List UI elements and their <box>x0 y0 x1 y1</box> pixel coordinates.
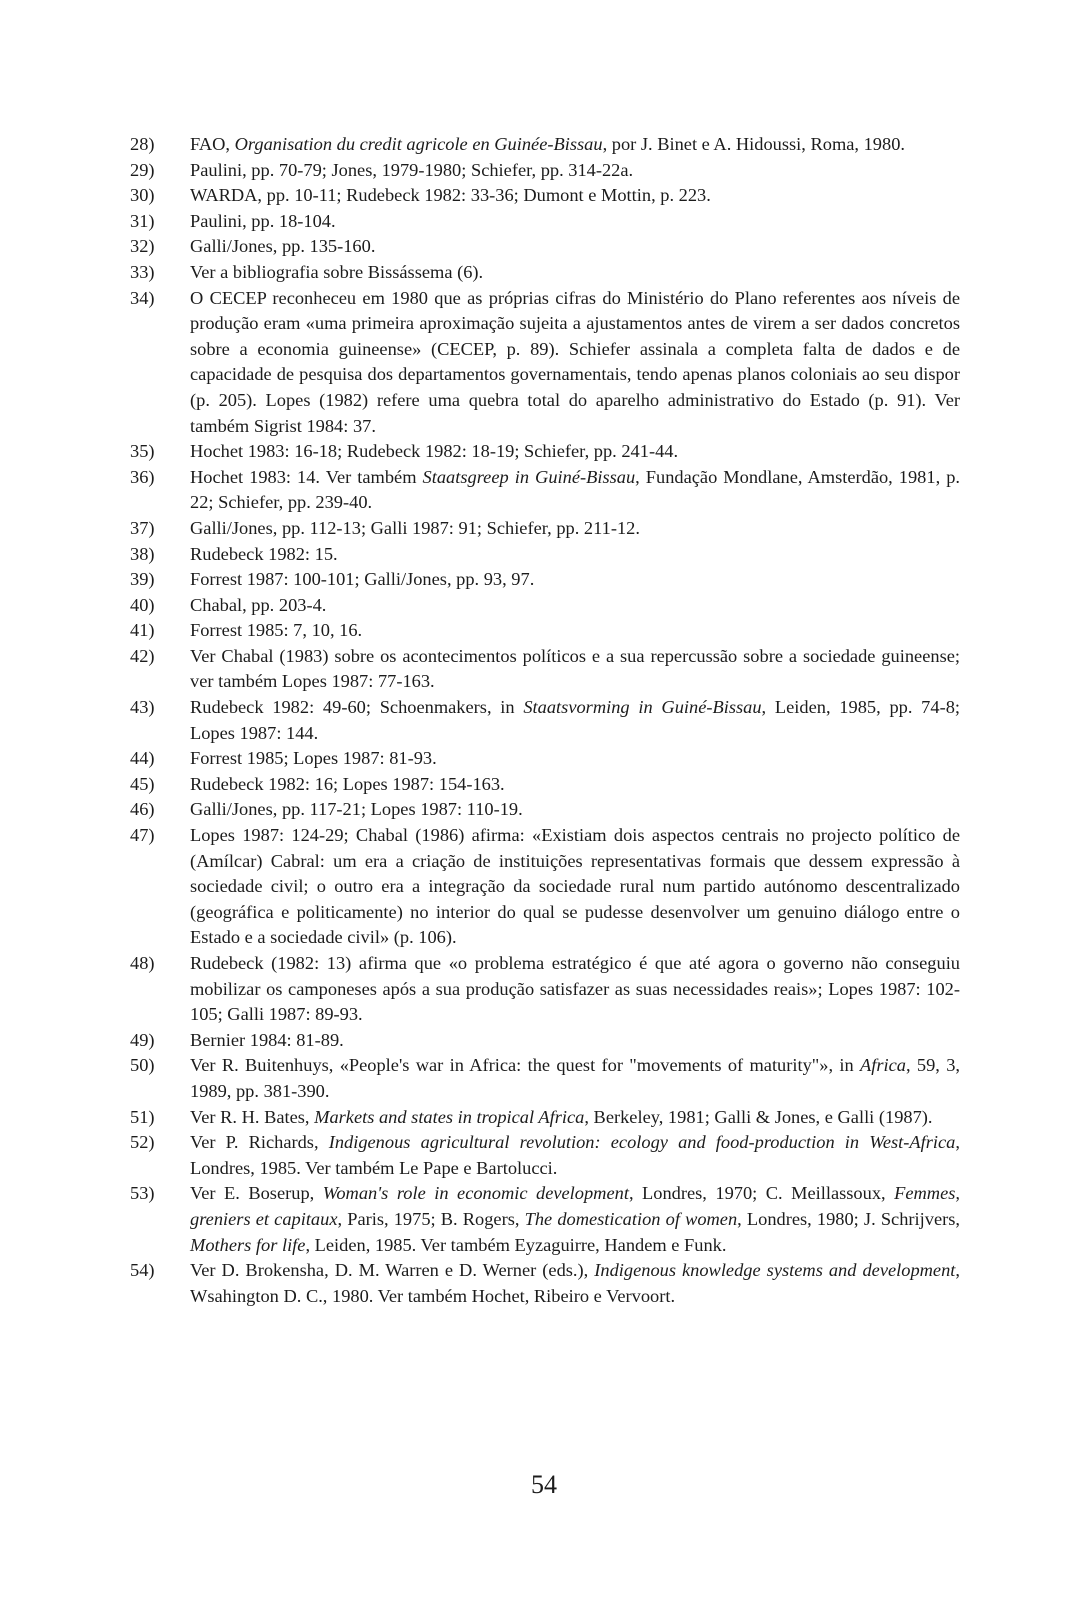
endnote-number: 40) <box>130 594 155 615</box>
endnote-item <box>130 746 960 772</box>
endnote-text <box>190 234 960 260</box>
endnote-text <box>190 465 960 516</box>
endnote-item <box>130 772 960 798</box>
endnotes-list <box>130 132 960 1309</box>
endnote-number: 54) <box>130 1260 155 1281</box>
endnote-text <box>190 567 960 593</box>
endnote-title-italic: Indigenous agricultural revolution: ecology and food-production in West-Africa <box>328 1132 956 1153</box>
endnote-text-segment: , Paris, 1975; B. Rogers, <box>337 1208 525 1229</box>
endnote-text <box>190 1053 960 1104</box>
endnote-title-italic: Staatsgreep in Guiné-Bissau <box>422 466 636 487</box>
endnote-text <box>190 209 960 235</box>
endnote-text-segment: , Leiden, 1985. Ver também Eyzaguirre, Handem e Funk. <box>305 1234 727 1255</box>
endnote-text <box>190 1130 960 1181</box>
endnote-number: 31) <box>130 210 155 231</box>
endnote-title-italic: Africa <box>860 1055 906 1076</box>
endnote-title-italic: Mothers for life <box>190 1234 306 1255</box>
endnote-item <box>130 644 960 695</box>
endnote-text <box>190 183 960 209</box>
endnote-number: 48) <box>130 953 155 973</box>
endnote-number: 44) <box>130 748 155 769</box>
endnote-text-segment: Rudebeck (1982: 13) afirma que «o problema estratégico é que até agora o governo não conseguiu mobilizar os camponeses após a sua produção satisfazer as suas necessidades reais»; Lopes 1987: 102-105; Galli 1987: 89-93. <box>190 953 960 1025</box>
endnote-number: 33) <box>130 261 155 282</box>
endnote-item <box>130 209 960 235</box>
endnote-text-segment: Ver Chabal (1983) sobre os acontecimentos políticos e a sua repercussão sobre a sociedade guineense; ver também Lopes 1987: 77-163. <box>190 645 960 692</box>
endnote-item <box>130 516 960 542</box>
endnote-text <box>190 823 960 951</box>
endnote-text-segment: Chabal, pp. 203-4. <box>190 594 327 615</box>
endnote-text <box>190 1028 960 1054</box>
endnote-item <box>130 183 960 209</box>
endnote-text-segment: Ver P. Richards, <box>190 1132 329 1153</box>
endnote-text-segment: WARDA, pp. 10-11; Rudebeck 1982: 33-36; Dumont e Mottin, p. 223. <box>190 185 711 206</box>
endnote-text <box>190 1181 960 1258</box>
endnote-text-segment: Galli/Jones, pp. 117-21; Lopes 1987: 110-19. <box>190 799 523 820</box>
endnote-text <box>190 516 960 542</box>
endnote-item <box>130 1181 960 1258</box>
endnote-item <box>130 951 960 1028</box>
endnote-number: 46) <box>130 799 155 820</box>
endnote-title-italic: Woman's role in economic development <box>322 1183 629 1204</box>
endnote-item <box>130 593 960 619</box>
endnote-title-italic: The domestication of women <box>524 1208 738 1229</box>
endnote-text <box>190 542 960 568</box>
endnote-text <box>190 1258 960 1309</box>
endnote-number: 28) <box>130 134 155 154</box>
endnote-number: 29) <box>130 159 155 180</box>
endnote-text-segment: Bernier 1984: 81-89. <box>190 1029 344 1050</box>
endnote-text-segment: , Londres, 1980; J. Schrijvers, <box>737 1208 960 1229</box>
endnote-text-segment: O CECEP reconheceu em 1980 que as próprias cifras do Ministério do Plano referentes aos níveis de produção eram «uma primeira aproximação sujeita a ajustamentos antes de virem a ser dados concretos sobre a economia guineense» (CECEP, p. 89). Schiefer assinala a completa falta de dados e de capacidade de pesquisa dos departamentos governamentais, tendo apenas planos coloniais ao seu dispor (p. 205). Lopes (1982) refere uma quebra total do aparelho administrativo do Estado (p. 91). Ver também Sigrist 1984: 37. <box>190 287 960 436</box>
endnote-text-segment: FAO, <box>190 134 235 154</box>
endnote-number: 35) <box>130 441 155 462</box>
endnote-text <box>190 746 960 772</box>
endnote-text-segment: , Fundação Mondlane, Amsterdão, 1981, p. 22; Schiefer, pp. 239-40. <box>190 466 960 513</box>
endnote-item <box>130 132 960 158</box>
endnote-text <box>190 772 960 798</box>
endnote-text-segment: Ver a bibliografia sobre Bissássema (6). <box>190 261 484 282</box>
endnote-number: 38) <box>130 543 155 564</box>
endnote-item <box>130 1028 960 1054</box>
endnote-text-segment: Forrest 1987: 100-101; Galli/Jones, pp. 93, 97. <box>190 569 535 590</box>
endnote-item <box>130 234 960 260</box>
endnote-title-italic: Staatsvorming in Guiné-Bissau <box>523 697 762 718</box>
endnote-text <box>190 158 960 184</box>
endnote-number: 47) <box>130 825 155 846</box>
endnote-text-segment: , 59, 3, 1989, pp. 381-390. <box>190 1055 960 1101</box>
endnote-text <box>190 618 960 644</box>
endnote-text <box>190 797 960 823</box>
endnote-text-segment: Rudebeck 1982: 16; Lopes 1987: 154-163. <box>190 773 505 794</box>
endnote-item <box>130 567 960 593</box>
endnote-item <box>130 286 960 440</box>
endnote-text <box>190 286 960 440</box>
endnote-number: 50) <box>130 1055 155 1076</box>
endnote-text-segment: Ver E. Boserup, <box>190 1183 323 1204</box>
endnote-title-italic: Markets and states in tropical Africa <box>314 1106 585 1127</box>
endnote-number: 37) <box>130 517 155 538</box>
endnote-text <box>190 1105 960 1131</box>
endnote-item <box>130 1130 960 1181</box>
endnote-item <box>130 797 960 823</box>
endnote-item <box>130 1258 960 1309</box>
endnote-text-segment: Rudebeck 1982: 49-60; Schoenmakers, in <box>190 697 524 718</box>
endnote-item <box>130 465 960 516</box>
endnote-text-segment: , por J. Binet e A. Hidoussi, Roma, 1980. <box>602 134 905 154</box>
endnote-number: 30) <box>130 185 155 206</box>
endnote-text-segment: Paulini, pp. 70-79; Jones, 1979-1980; Schiefer, pp. 314-22a. <box>190 159 634 180</box>
endnote-item <box>130 158 960 184</box>
endnote-item <box>130 260 960 286</box>
endnote-number: 32) <box>130 236 155 257</box>
endnote-title-italic: Femmes, greniers et capitaux <box>190 1183 960 1229</box>
endnote-title-italic: Organisation du credit agricole en Guinée-Bissau <box>234 134 603 154</box>
endnote-text-segment: Ver R. H. Bates, <box>190 1106 315 1127</box>
page-number: 54 <box>531 1470 557 1499</box>
endnote-text-segment: , Wsahington D. C., 1980. Ver também Hochet, Ribeiro e Vervoort. <box>190 1260 961 1306</box>
endnote-item <box>130 1053 960 1104</box>
endnote-number: 51) <box>130 1106 155 1127</box>
endnote-number: 42) <box>130 645 155 666</box>
endnote-item <box>130 618 960 644</box>
endnote-number: 41) <box>130 620 155 641</box>
endnote-number: 39) <box>130 569 155 590</box>
endnote-text-segment: Galli/Jones, pp. 135-160. <box>190 236 376 257</box>
endnote-item <box>130 823 960 951</box>
endnote-text <box>190 132 960 158</box>
endnote-text-segment: Ver R. Buitenhuys, «People's war in Africa: the quest for "movements of maturity"», in <box>190 1055 861 1076</box>
endnote-number: 45) <box>130 773 155 794</box>
endnote-number: 43) <box>130 697 155 718</box>
endnote-text <box>190 439 960 465</box>
endnote-number: 49) <box>130 1029 155 1050</box>
endnote-text-segment: , Londres, 1985. Ver também Le Pape e Bartolucci. <box>190 1132 960 1178</box>
endnote-text-segment: Lopes 1987: 124-29; Chabal (1986) afirma: «Existiam dois aspectos centrais no projecto político de (Amílcar) Cabral: um era a criação de instituições representativas formais que dessem expressão à sociedade civil; o outro era a integração da sociedade rural num partido autónomo descentralizado (geográfica e politicamente) no interior do qual se pudesse desenvolver um genuino diálogo entre o Estado e a sociedade civil» (p. 106). <box>190 825 960 948</box>
endnote-text-segment: , Berkeley, 1981; Galli & Jones, e Galli (1987). <box>584 1106 933 1127</box>
endnote-text-segment: Hochet 1983: 14. Ver também <box>190 466 423 487</box>
endnote-item <box>130 439 960 465</box>
endnote-text-segment: Galli/Jones, pp. 112-13; Galli 1987: 91; Schiefer, pp. 211-12. <box>190 517 640 538</box>
endnote-text-segment: Rudebeck 1982: 15. <box>190 543 338 564</box>
endnote-text-segment: Hochet 1983: 16-18; Rudebeck 1982: 18-19; Schiefer, pp. 241-44. <box>190 441 679 462</box>
endnote-text <box>190 695 960 746</box>
endnote-item <box>130 695 960 746</box>
endnote-text <box>190 644 960 695</box>
endnote-text-segment: Ver D. Brokensha, D. M. Warren e D. Werner (eds.), <box>190 1260 595 1281</box>
endnote-text <box>190 260 960 286</box>
endnote-text <box>190 951 960 1028</box>
endnote-text-segment: , Londres, 1970; C. Meillassoux, <box>628 1183 895 1204</box>
endnote-number: 53) <box>130 1183 155 1204</box>
endnote-title-italic: Indigenous knowledge systems and development <box>594 1260 956 1281</box>
endnote-text <box>190 593 960 619</box>
endnote-text-segment: Forrest 1985; Lopes 1987: 81-93. <box>190 748 437 769</box>
endnote-number: 34) <box>130 287 155 308</box>
endnote-item <box>130 542 960 568</box>
endnote-item <box>130 1105 960 1131</box>
endnote-number: 52) <box>130 1132 155 1153</box>
endnote-text-segment: , Leiden, 1985, pp. 74-8; Lopes 1987: 144. <box>190 697 960 743</box>
endnote-text-segment: Paulini, pp. 18-104. <box>190 210 336 231</box>
endnote-number: 36) <box>130 466 155 487</box>
endnote-text-segment: Forrest 1985: 7, 10, 16. <box>190 620 363 641</box>
